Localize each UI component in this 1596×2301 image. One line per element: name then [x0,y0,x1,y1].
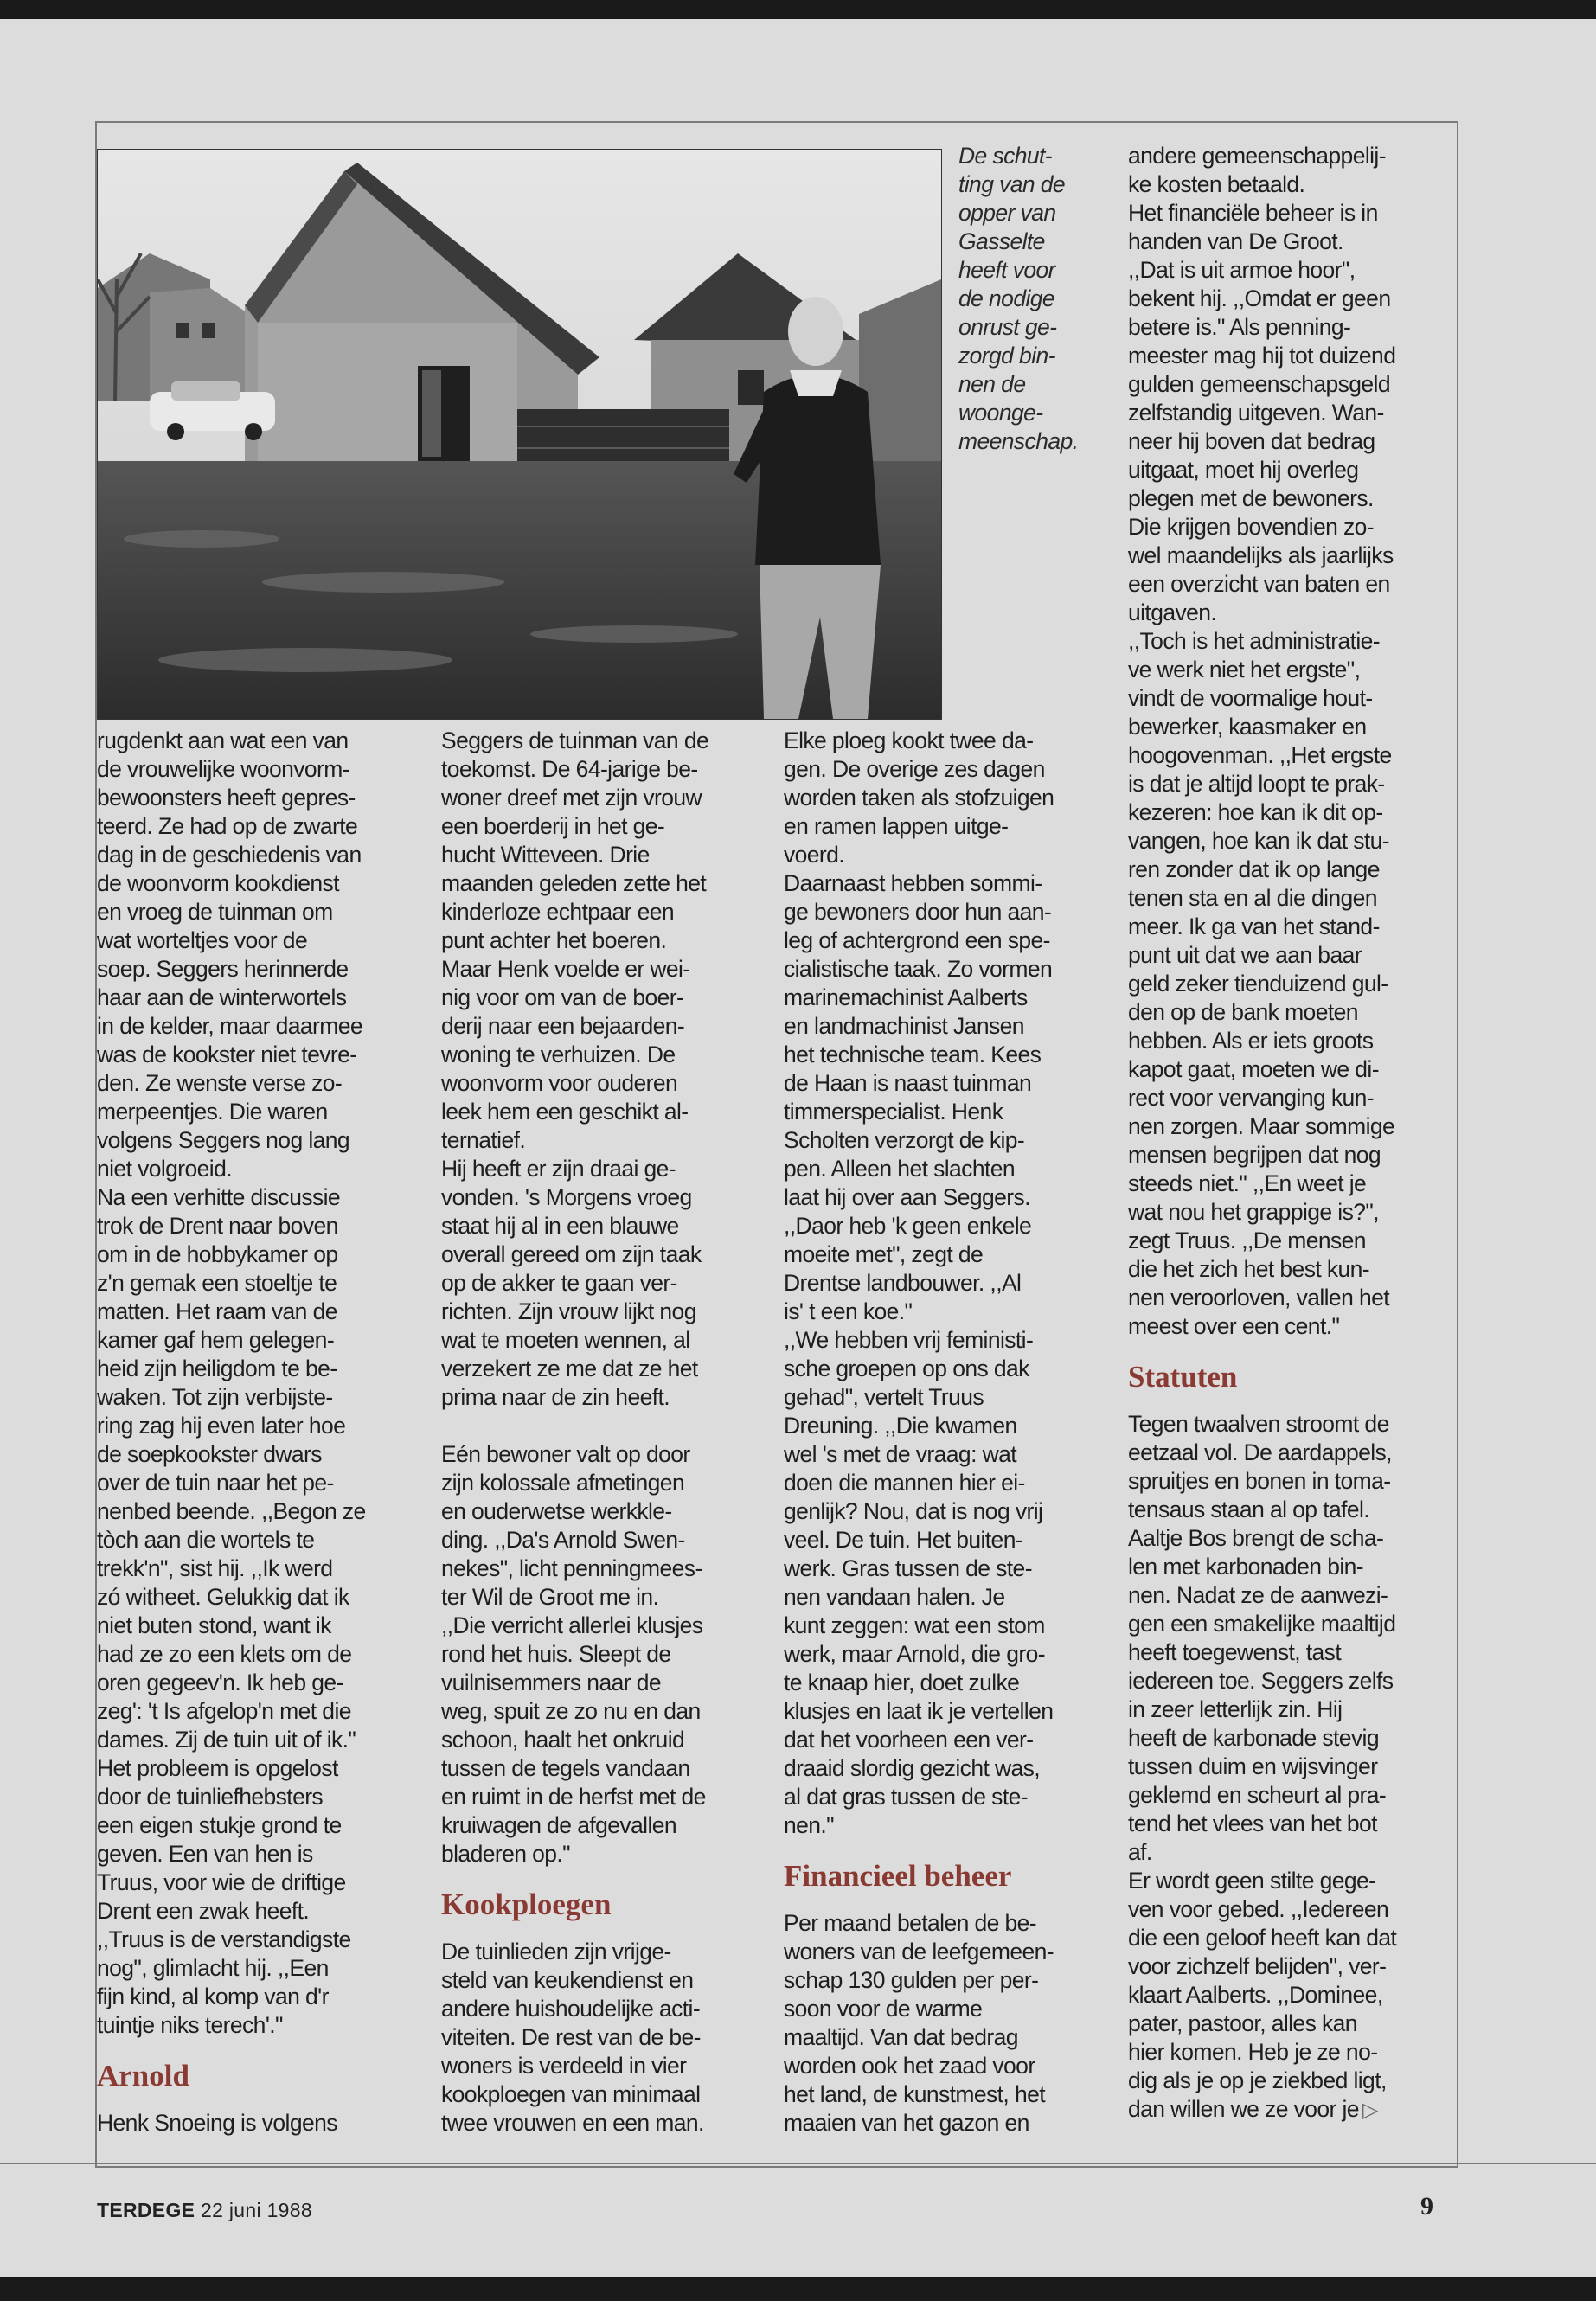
footer-issue-line [97,2199,312,2222]
text-line: waken. Tot zijn verbijste- [97,1384,333,1410]
text-line: rugdenkt aan wat een van [97,727,349,753]
paragraph [97,1926,395,2040]
text-line: hebben. Als er iets groots [1128,1028,1374,1054]
text-line: Henk Snoeing is volgens [97,2110,337,2136]
text-line: had ze zo een klets om de [97,1641,352,1667]
text-line: viteiten. De rest van de be- [441,2024,701,2050]
text-line: gulden gemeenschapsgeld [1128,371,1390,397]
text-line: gen een smakelijke maaltijd [1128,1611,1396,1637]
text-line: spruitjes en bonen in toma- [1128,1468,1391,1494]
paragraph [441,1440,740,1612]
text-line: geven. Een van hen is [97,1841,313,1867]
text-line: tussen duim en wijsvinger [1128,1753,1378,1779]
text-line: De tuinlieden zijn vrijge- [441,1939,671,1965]
text-line: de vrouwelijke woonvorm- [97,756,349,782]
article-column-4 [1128,142,1444,2125]
text-line: Er wordt geen stilte gege- [1128,1868,1376,1894]
text-line: handen van De Groot. [1128,228,1343,254]
text-line: kruiwagen de afgevallen [441,1812,677,1838]
text-line: en ramen lappen uitge- [784,813,1009,839]
text-line: af. [1128,1839,1152,1865]
text-line: leek hem een geschikt al- [441,1099,689,1125]
paragraph [784,727,1091,869]
text-line: len met karbonaden bin- [1128,1554,1363,1580]
text-line: marinemachinist Aalberts [784,984,1028,1010]
paragraph-gap [441,1412,740,1440]
subheading-kookploegen: Kookploegen [441,1888,612,1921]
text-line: neer hij boven dat bedrag [1128,428,1375,454]
text-line: ,,Daor heb 'k geen enkele [784,1213,1032,1239]
text-line: Seggers de tuinman van de [441,727,709,753]
text-line: die het zich het best kun- [1128,1256,1370,1282]
caption-line: meenschap. [958,428,1079,454]
article-photo [97,149,942,720]
text-line: tensaus staan al op tafel. [1128,1497,1370,1522]
text-line: bewerker, kaasmaker en [1128,714,1367,740]
text-line: ven voor gebed. ,,Iedereen [1128,1896,1389,1922]
text-line: vindt de voormalige hout- [1128,685,1373,711]
text-line: dag in de geschiedenis van [97,842,362,868]
text-line: twee vrouwen en een man. [441,2110,704,2136]
text-line: heid zijn heiligdom te be- [97,1356,337,1381]
text-line: den. Ze wenste verse zo- [97,1070,343,1096]
text-line: wel 's met de vraag: wat [784,1441,1017,1467]
text-line: een boerderij in het ge- [441,813,665,839]
text-line: ,,Truus is de verstandigste [97,1926,351,1952]
text-line: vangen, hoe kan ik dat stu- [1128,828,1390,854]
text-line: schoon, haalt het onkruid [441,1727,685,1753]
text-line: ge bewoners door hun aan- [784,899,1052,925]
text-line: richten. Zijn vrouw lijkt nog [441,1298,696,1324]
text-line: woonvorm voor ouderen [441,1070,678,1096]
paragraph [784,1909,1091,2138]
text-line: Daarnaast hebben sommi- [784,870,1042,896]
text-line: en ruimt in de herfst met de [441,1784,706,1810]
text-line: weg, spuit ze zo nu en dan [441,1698,701,1724]
text-line: en vroeg de tuinman om [97,899,333,925]
text-line: steld van keukendienst en [441,1967,694,1993]
text-line: is' t een koe." [784,1298,913,1324]
text-line: ,,Die verricht allerlei klusjes [441,1612,703,1638]
continue-arrow-icon: ▷ [1362,2099,1379,2122]
text-line: woners van de leefgemeen- [784,1939,1054,1965]
caption-line: nen de [958,371,1026,397]
text-line: kunt zeggen: wat een stom [784,1612,1045,1638]
text-line: kezeren: hoe kan ik dit op- [1128,799,1383,825]
text-line: wat worteltjes voor de [97,927,308,953]
text-line: leg of achtergrond een spe- [784,927,1050,953]
text-line: punt uit dat we aan baar [1128,942,1362,968]
text-line: woner dreef met zijn vrouw [441,785,702,811]
text-line: genlijk? Nou, dat is nog vrij [784,1498,1043,1524]
text-line: uitgaat, moet hij overleg [1128,457,1359,483]
text-line: den op de bank moeten [1128,999,1358,1025]
text-line: door de tuinliefhebsters [97,1784,324,1810]
text-line: Drent een zwak heeft. [97,1898,310,1924]
text-line: hier komen. Heb je ze no- [1128,2039,1378,2065]
text-line: tenen sta en al die dingen [1128,885,1377,911]
text-line: woners is verdeeld in vier [441,2053,687,2079]
paragraph [97,1754,395,1926]
subheading-statuten: Statuten [1128,1360,1238,1394]
text-line: zegt Truus. ,,De mensen [1128,1227,1366,1253]
text-line: teerd. Ze had op de zwarte [97,813,358,839]
text-line: cialistische taak. Zo vormen [784,956,1053,982]
caption-line: zorgd bin- [958,343,1055,369]
text-line: in de kelder, maar daarmee [97,1013,362,1039]
text-line: volgens Seggers nog lang [97,1127,350,1153]
text-line: in zeer letterlijk zin. Hij [1128,1696,1343,1722]
text-line: haar aan de winterwortels [97,984,347,1010]
text-line: maaltijd. Van dat bedrag [784,2024,1018,2050]
text-line: wel maandelijks als jaarlijks [1128,542,1394,568]
text-line: werk. Gras tussen de ste- [784,1555,1032,1581]
text-line: punt achter het boeren. [441,927,667,953]
text-line: toekomst. De 64-jarige be- [441,756,698,782]
text-line: werk, maar Arnold, die gro- [784,1641,1045,1667]
text-line: zijn kolossale afmetingen [441,1470,685,1496]
text-line: gen. De overige zes dagen [784,756,1045,782]
paragraph [97,2109,395,2138]
text-line: een eigen stukje grond te [97,1812,342,1838]
text-line: vuilnisemmers naar de [441,1670,661,1695]
paragraph [784,1326,1091,1840]
text-line: staat hij al in een blauwe [441,1213,679,1239]
text-line: betere is." Als penning- [1128,314,1351,340]
text-line: kamer gaf hem gelegen- [97,1327,335,1353]
paragraph [97,727,395,1183]
text-line: nen. Nadat ze de aanwezi- [1128,1582,1388,1608]
paragraph [441,1612,740,1868]
text-line: Per maand betalen de be- [784,1910,1037,1936]
text-line: nen." [784,1812,834,1838]
magazine-page [0,19,1596,2277]
text-line: heeft toegewenst, tast [1128,1639,1342,1665]
text-line: het technische team. Kees [784,1042,1042,1067]
text-line: plegen met de bewoners. [1128,485,1374,511]
text-line: klusjes en laat ik je vertellen [784,1698,1054,1724]
text-line: die een geloof heeft kan dat [1128,1925,1397,1951]
text-line: Na een verhitte discussie [97,1184,341,1210]
text-line: Truus, voor wie de driftige [97,1869,346,1895]
text-line: nig voor om van de boer- [441,984,684,1010]
text-line: ,,Dat is uit armoe hoor", [1128,257,1356,283]
text-line: oren gegeev'n. Ik heb ge- [97,1670,343,1695]
text-line: bewoonsters heeft gepres- [97,785,356,811]
text-line: wat nou het grappige is?", [1128,1199,1379,1225]
page-number: 9 [1420,2192,1433,2221]
text-line: Aaltje Bos brengt de scha- [1128,1525,1384,1551]
text-line: Dreuning. ,,Die kwamen [784,1413,1017,1439]
text-line: pen. Alleen het slachten [784,1156,1016,1182]
subheading-financieel-beheer: Financieel beheer [784,1859,1012,1893]
text-line: verzekert ze me dat ze het [441,1356,698,1381]
paragraph [784,1212,1091,1326]
paragraph [784,869,1091,1212]
text-line: nenbed beende. ,,Begon ze [97,1498,366,1524]
text-line: z'n gemak een stoeltje te [97,1270,337,1296]
text-line: kookploegen van minimaal [441,2081,701,2107]
caption-line: de nodige [958,285,1055,311]
text-line: Die krijgen bovendien zo- [1128,514,1375,540]
text-line: om in de hobbykamer op [97,1241,338,1267]
text-line: uitgaven. [1128,599,1217,625]
text-line: bekent hij. ,,Omdat er geen [1128,285,1391,311]
text-line: ,,We hebben vrij feministi- [784,1327,1034,1353]
text-line: ,,Toch is het administratie- [1128,628,1381,654]
text-line: pater, pastoor, alles kan [1128,2010,1357,2036]
text-line: meer. Ik ga van het stand- [1128,913,1380,939]
text-line: te knaap hier, doet zulke [784,1670,1020,1695]
text-line: overall gereed om zijn taak [441,1241,702,1267]
text-line: maanden geleden zette het [441,870,707,896]
text-line: draaid slordig gezicht was, [784,1755,1041,1781]
text-line: kapot gaat, moeten we di- [1128,1056,1379,1082]
text-line: kinderloze echtpaar een [441,899,675,925]
text-line: ren zonder dat ik op lange [1128,856,1380,882]
text-line: het land, de kunstmest, het [784,2081,1045,2107]
text-line: nog", glimlacht hij. ,,Een [97,1955,329,1981]
paragraph [1128,627,1444,1341]
text-line: vonden. 's Morgens vroeg [441,1184,692,1210]
caption-line: ting van de [958,171,1066,197]
article-column-1 [97,727,395,2138]
text-line: ve werk niet het ergste", [1128,657,1361,683]
photo-caption [958,142,1101,456]
text-line: was de kookster niet tevre- [97,1042,357,1067]
text-line: worden taken als stofzuigen [784,785,1054,811]
text-line: fijn kind, al komp van d'r [97,1984,329,2009]
text-line: geklemd en scheurt al pra- [1128,1782,1387,1808]
text-line: veel. De tuin. Het buiten- [784,1527,1023,1553]
text-line: woning te verhuizen. De [441,1042,676,1067]
text-line: Drentse landbouwer. ,,Al [784,1270,1022,1296]
text-line: een overzicht van baten en [1128,571,1390,597]
text-line: de soepkookster dwars [97,1441,322,1467]
paragraph [97,1183,395,1754]
text-line: schap 130 gulden per per- [784,1967,1039,1993]
text-line: Het financiële beheer is in [1128,200,1378,226]
text-line: Maar Henk voelde er wei- [441,956,690,982]
text-line: nen veroorloven, vallen het [1128,1285,1390,1311]
paragraph [1128,199,1444,627]
text-line: over de tuin naar het pe- [97,1470,334,1496]
text-line: eetzaal vol. De aardappels, [1128,1439,1392,1465]
text-line: Scholten verzorgt de kip- [784,1127,1025,1153]
caption-line: heeft voor [958,257,1055,283]
paragraph [1128,1410,1444,1867]
caption-line: Gasselte [958,228,1045,254]
text-line: mensen begrijpen dat nog [1128,1142,1381,1168]
text-line: derij naar een bejaarden- [441,1013,685,1039]
text-line: rect voor vervanging kun- [1128,1085,1375,1111]
caption-line: woonge- [958,400,1043,426]
text-line: ring zag hij even later hoe [97,1413,346,1439]
text-line: niet buten stond, want ik [97,1612,331,1638]
text-line: dig als je op je ziekbed ligt, [1128,2067,1387,2093]
text-line: gehad", vertelt Truus [784,1384,984,1410]
text-line: dames. Zij de tuin uit of ik." [97,1727,356,1753]
text-line: tuintje niks terech'." [97,2012,283,2038]
paragraph [1128,142,1444,199]
magazine-name: TERDEGE [97,2199,195,2221]
text-line: ternatief. [441,1127,526,1153]
text-line: klaart Aalberts. ,,Dominee, [1128,1982,1383,2008]
text-line: laat hij over aan Seggers. [784,1184,1030,1210]
text-line: sche groepen op ons dak [784,1356,1029,1381]
text-line: Hij heeft er zijn draai ge- [441,1156,676,1182]
text-line: dat het voorheen een ver- [784,1727,1034,1753]
paragraph [441,1155,740,1412]
text-line: voerd. [784,842,845,868]
text-line: nekes", licht penningmees- [441,1555,702,1581]
text-line: andere huishoudelijke acti- [441,1996,701,2022]
text-line: dan willen we ze voor je ▷ [1128,2095,1444,2125]
text-line: Eén bewoner valt op door [441,1441,690,1467]
text-line: merpeentjes. Die waren [97,1099,328,1125]
text-line: op de akker te gaan ver- [441,1270,677,1296]
article-column-2 [441,727,740,2138]
text-line: zelfstandig uitgeven. Wan- [1128,400,1384,426]
paragraph [1128,1867,1444,2125]
subheading-arnold: Arnold [97,2059,189,2093]
text-line: geld zeker tienduizend gul- [1128,971,1388,997]
text-line: zó witheet. Gelukkig dat ik [97,1584,349,1610]
text-line: ke kosten betaald. [1128,171,1305,197]
text-line: rond het huis. Sleept de [441,1641,671,1667]
text-line: nen zorgen. Maar sommige [1128,1113,1395,1139]
text-line: andere gemeenschappelij- [1128,143,1386,169]
text-line: timmerspecialist. Henk [784,1099,1003,1125]
text-line: ter Wil de Groot me in. [441,1584,659,1610]
text-line: soep. Seggers herinnerde [97,956,349,982]
text-line: Het probleem is opgelost [97,1755,338,1781]
caption-line: De schut- [958,143,1053,169]
footer-rule [0,2163,1596,2164]
text-line: is dat je altijd loopt te prak- [1128,771,1385,797]
text-line: trok de Drent naar boven [97,1213,338,1239]
text-line: wat te moeten wennen, al [441,1327,690,1353]
text-line: hoogovenman. ,,Het ergste [1128,742,1392,768]
text-line: worden ook het zaad voor [784,2053,1035,2079]
text-line: de woonvorm kookdienst [97,870,339,896]
text-line: ding. ,,Da's Arnold Swen- [441,1527,685,1553]
text-line: trekk'n", sist hij. ,,Ik werd [97,1555,333,1581]
text-line: matten. Het raam van de [97,1298,337,1324]
text-line: niet volgroeid. [97,1156,232,1182]
text-line: tussen de tegels vandaan [441,1755,690,1781]
text-line: Elke ploeg kookt twee da- [784,727,1034,753]
text-line: steeds niet." ,,En weet je [1128,1170,1367,1196]
text-line: soon voor de warme [784,1996,983,2022]
text-line: en landmachinist Jansen [784,1013,1024,1039]
text-line: heeft de karbonade stevig [1128,1725,1379,1751]
text-line: tend het vlees van het bot [1128,1811,1377,1836]
text-line: de Haan is naast tuinman [784,1070,1032,1096]
paragraph [441,1938,740,2138]
text-line: al dat gras tussen de ste- [784,1784,1028,1810]
text-line: iedereen toe. Seggers zelfs [1128,1668,1394,1694]
caption-line: onrust ge- [958,314,1057,340]
text-line: en ouderwetse werkkle- [441,1498,672,1524]
text-line: Tegen twaalven stroomt de [1128,1411,1389,1437]
caption-line: opper van [958,200,1056,226]
text-line: prima naar de zin heeft. [441,1384,670,1410]
issue-date: 22 juni 1988 [201,2199,312,2221]
text-line: hucht Witteveen. Drie [441,842,650,868]
text-line: zeg': 't Is afgelop'n met die [97,1698,351,1724]
paragraph [441,727,740,1155]
text-line: meest over een cent." [1128,1313,1340,1339]
article-column-3 [784,727,1091,2138]
text-line: bladeren op." [441,1841,570,1867]
text-line: maaien van het gazon en [784,2110,1029,2136]
text-line: nen vandaan halen. Je [784,1584,1005,1610]
text-line: moeite met", zegt de [784,1241,984,1267]
text-line: tòch aan die wortels te [97,1527,315,1553]
text-line: meester mag hij tot duizend [1128,343,1396,369]
text-line: doen die mannen hier ei- [784,1470,1025,1496]
text-line: voor zichzelf belijden", ver- [1128,1953,1387,1979]
